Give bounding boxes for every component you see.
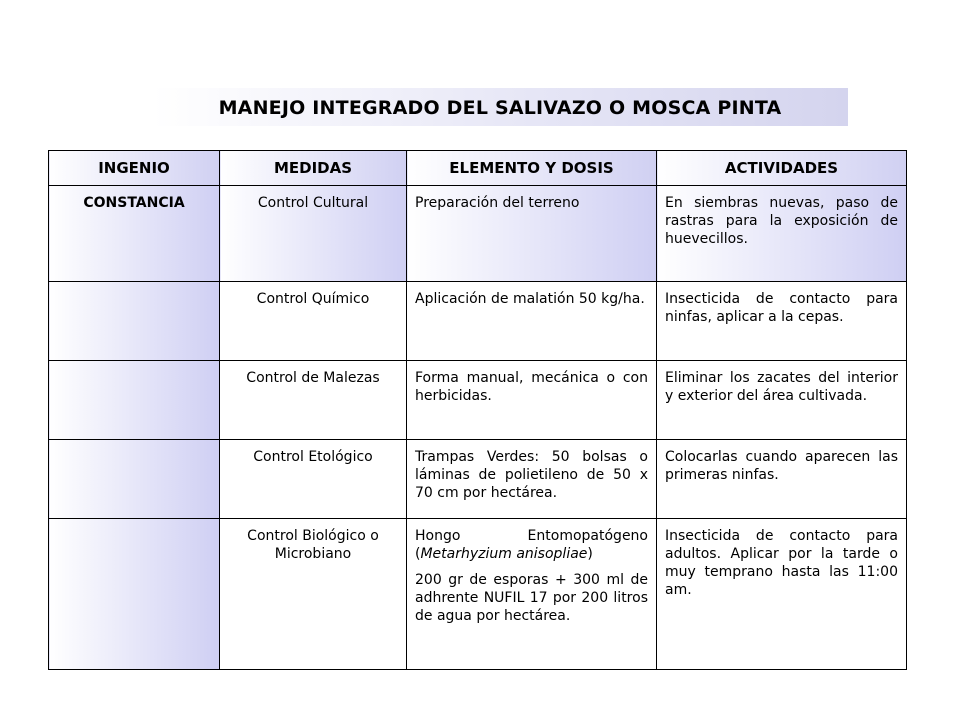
header-actividades: ACTIVIDADES bbox=[657, 151, 907, 186]
table-row bbox=[49, 282, 907, 361]
cell-medidas: Control Etológico bbox=[220, 440, 407, 519]
cell-actividades: Insecticida de contacto para ninfas, aplicar a la cepas. bbox=[657, 282, 907, 361]
table-row bbox=[49, 361, 907, 440]
cell-elemento: Forma manual, mecánica o con herbicidas. bbox=[407, 361, 657, 440]
cell-elemento bbox=[407, 519, 657, 670]
cell-ingenio: CONSTANCIA bbox=[49, 186, 220, 282]
cell-elemento: Preparación del terreno bbox=[407, 186, 657, 282]
cell-medidas: Control Biológico o Microbiano bbox=[220, 519, 407, 670]
header-elemento-dosis: ELEMENTO Y DOSIS bbox=[407, 151, 657, 186]
cell-medidas: Control de Malezas bbox=[220, 361, 407, 440]
cell-ingenio bbox=[49, 282, 220, 361]
cell-medidas: Control Cultural bbox=[220, 186, 407, 282]
table-header-row bbox=[49, 151, 907, 186]
cell-elemento: Trampas Verdes: 50 bolsas o láminas de polietileno de 50 x 70 cm por hectárea. bbox=[407, 440, 657, 519]
cell-actividades: Insecticida de contacto para adultos. Aplicar por la tarde o muy temprano hasta las 11:00 am. bbox=[657, 519, 907, 670]
page-title: MANEJO INTEGRADO DEL SALIVAZO O MOSCA PINTA bbox=[218, 97, 782, 119]
cell-actividades: Colocarlas cuando aparecen las primeras ninfas. bbox=[657, 440, 907, 519]
table-row bbox=[49, 440, 907, 519]
integrated-management-table bbox=[48, 150, 907, 670]
title-banner bbox=[152, 88, 848, 126]
scientific-name: Metarhyzium anisopliae bbox=[420, 546, 588, 562]
table-row bbox=[49, 186, 907, 282]
cell-elemento: Aplicación de malatión 50 kg/ha. bbox=[407, 282, 657, 361]
elemento-paragraph bbox=[415, 527, 648, 563]
cell-ingenio bbox=[49, 361, 220, 440]
elemento-prefix: Hongo Entomopatógeno ( bbox=[415, 528, 648, 562]
header-ingenio: INGENIO bbox=[49, 151, 220, 186]
cell-actividades: Eliminar los zacates del interior y exterior del área cultivada. bbox=[657, 361, 907, 440]
cell-ingenio bbox=[49, 440, 220, 519]
cell-ingenio bbox=[49, 519, 220, 670]
elemento-suffix: ) bbox=[587, 546, 593, 562]
cell-medidas: Control Químico bbox=[220, 282, 407, 361]
cell-actividades: En siembras nuevas, paso de rastras para la exposición de huevecillos. bbox=[657, 186, 907, 282]
elemento-paragraph: 200 gr de esporas + 300 ml de adhrente NUFIL 17 por 200 litros de agua por hectárea. bbox=[415, 572, 648, 624]
header-medidas: MEDIDAS bbox=[220, 151, 407, 186]
table-row bbox=[49, 519, 907, 670]
